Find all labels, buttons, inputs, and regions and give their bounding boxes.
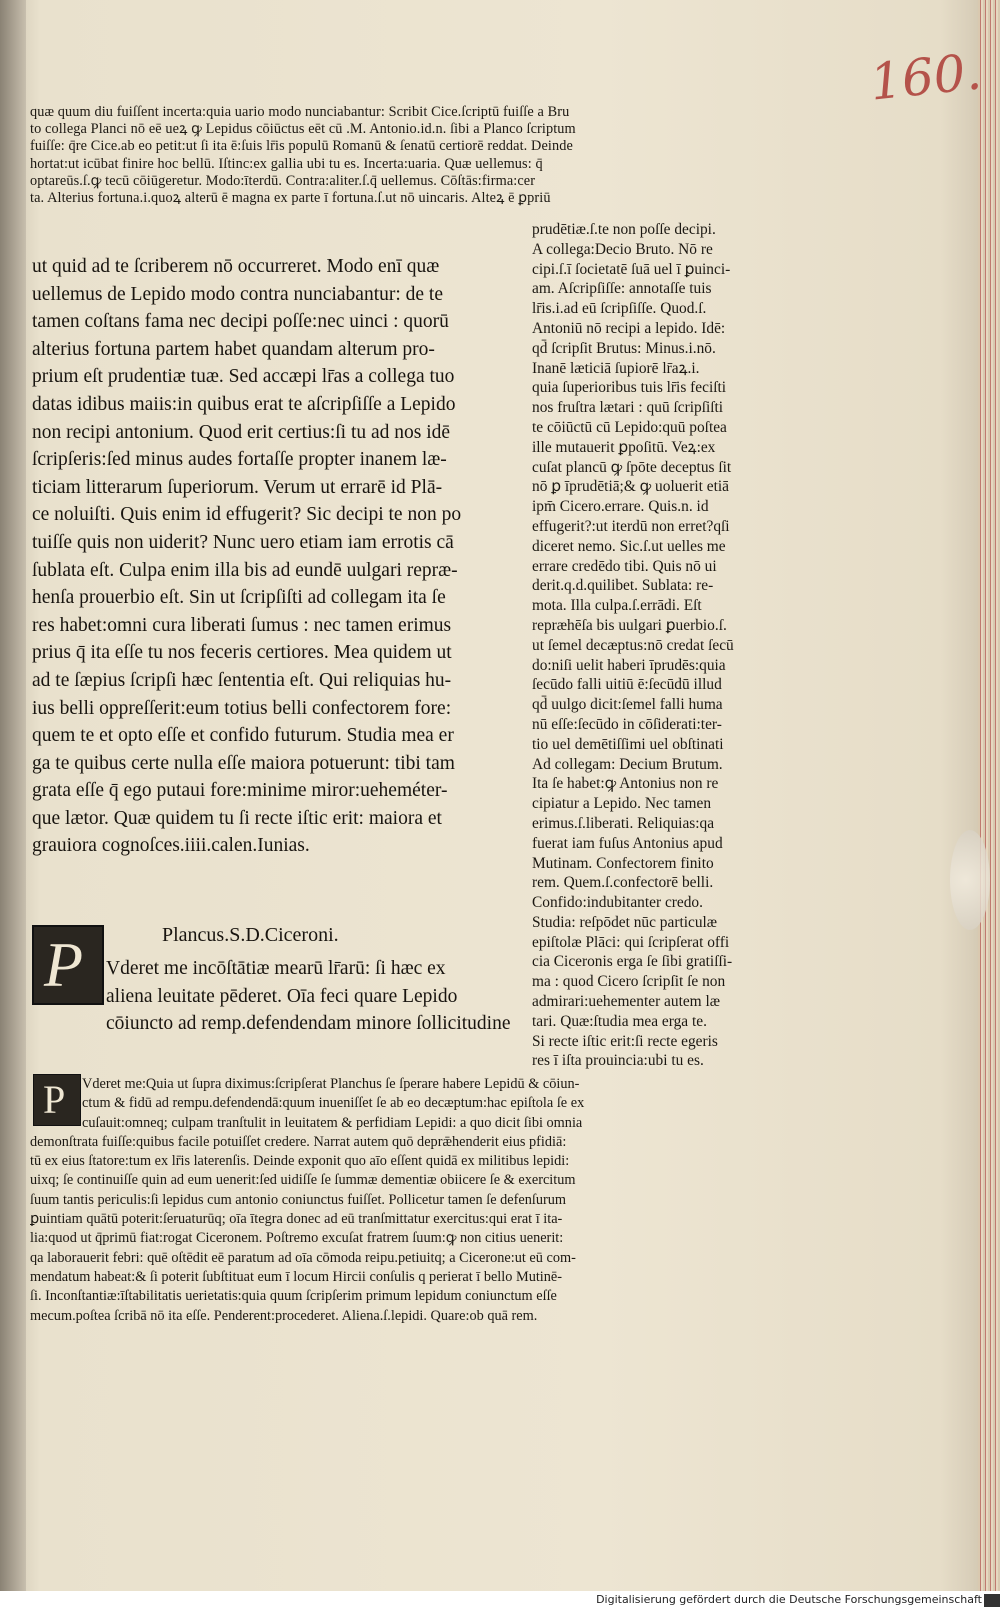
folio-number: 160. [867,42,985,112]
commentary-top [30,104,820,207]
side-line: nos fruſtra lætari : quū ſcripſiſti [532,399,724,417]
footer-bar [0,1591,1000,1610]
commentary-line: tū ex eius ſtatore:tum ex lr̄is laterenſis. Deinde exponit quo aīo eſſent quidā ex militibus lepidi: [30,1153,570,1170]
main-line: non recipi antonium. Quod erit certius:ſi tu ad nos idē [32,421,451,443]
page-tab-marker [950,830,990,930]
second-letter-text [106,955,516,1038]
commentary-line: optareūs.ſ.ꝙ tecū cōiūgeretur. Modo:īterdū. Contra:aliter.ſ.q̄ uellemus. Cōſtās:firma:cer [30,172,536,189]
commentary-line: qa laborauerit febri: quē oſtēdit eē paratum ad oīa cōmoda reipu.petiuitq; a Cicerone:ut eū com- [30,1249,576,1266]
main-line: grata eſſe q̄ ego putaui fore:minime miror:ueheméter- [32,780,448,802]
book-binding [0,0,26,1610]
side-line: Antoniū nō recipi a lepido. Idē: [532,319,726,337]
commentary-line: ſi. Inconſtantiæ:īſtabilitatis uerietatis:quia quum ſcripſerim primum lepidum coniunctum eſſe [30,1288,557,1305]
commentary-line: lia:quod ut q̄primū fiat:rogat Ciceronem. Poſtremo excuſat fratrem ſuum:ꝙ non citius uenerit: [30,1230,564,1247]
side-line: cipiatur a Lepido. Nec tamen [532,795,712,813]
side-line: fuerat iam fuſus Antonius apud [532,834,723,852]
main-line: ticiam litterarum ſuperiorum. Verum ut errarē id Plā- [32,476,443,498]
commentary-line: hortat:ut icūbat finire hoc bellū. Iſtinc:ex gallia ubi tu es. Incerta:uaria. Quæ uellemus: q̄ [30,155,543,172]
letter-heading: Plancus.S.D.Ciceroni. [162,924,339,946]
side-line: tio uel demētiſſimi uel obſtinati [532,735,724,753]
side-line: tari. Quæ:ſtudia mea erga te. [532,1012,707,1030]
side-line: erimus.ſ.liberati. Reliquias:qa [532,814,715,832]
main-line: grauiora cognoſces.iiii.calen.Iunias. [32,835,310,857]
commentary-line: mendatum habeat:& ſi poterit ſubſtituat eum ī locum Hircii conſulis q perierat ī bello Mutinē- [30,1268,563,1285]
side-line: Confido:indubitanter credo. [532,894,703,912]
side-line: effugerit?:ut iterdū non erret?qſi [532,517,730,535]
side-line: repræhēſa bis uulgari ꝑuerbio.ſ. [532,616,727,634]
main-line: que lætor. Quæ quidem tu ſi recte iſtic erit: maiora et [32,807,442,829]
side-line: admirari:uehementer autem læ [532,993,721,1011]
side-line: rem. Quem.ſ.confectorē belli. [532,874,714,892]
main-line: ut quid ad te ſcriberem nō occurreret. Modo enī quæ [32,256,440,277]
main-line: alterius fortuna partem habet quandam alterum pro- [32,338,435,360]
commentary-line: fuiſſe: q̄re Cice.ab eo petit:ut ſi ita ē:ſuis lr̄is populū Romanū & ſenatū certiorē reddat. Deinde [30,138,573,155]
side-line: ipm̄ Cicero.errare. Quis.n. id [532,498,709,516]
side-line: errare credēdo tibi. Quis nō ui [532,557,717,575]
commentary-line: to collega Planci nō eē ueꝝ ꝙ Lepidus cōiūctus eēt cū .M. Antonio.id.n. ſibi a Planco ſcriptum [30,121,576,138]
decorated-initial [32,925,104,1005]
letter-line: cōiuncto ad remp.defendendam minore ſollicitudine [106,1013,511,1035]
main-line: ſcripſeris:ſed minus audes fortaſſe propter inanem læ- [32,449,447,471]
side-commentary [532,220,812,1071]
side-line: te cōiūctū cū Lepido:quū poſtea [532,418,727,436]
side-line: cipi.ſ.ī ſocietatē ſuā uel ī ꝑuinci- [532,260,731,278]
main-line: prium eſt prudentiæ tuæ. Sed accæpi lr̄as a collega tuo [32,366,455,388]
page-edges [978,0,1000,1610]
side-line: cuſat plancū ꝙ ſpōte deceptus ſit [532,458,732,476]
footer-credit: Digitalisierung gefördert durch die Deutsche Forschungsgemeinschaft [596,1593,982,1606]
side-line: Ad collegam: Decium Brutum. [532,755,723,773]
side-line: nō ꝑ īprudētiā;& ꝙ uoluerit etiā [532,478,729,496]
side-line: lr̄is.i.ad eū ſcripſiſſe. Quod.ſ. [532,300,707,318]
main-line: ce noluiſti. Quis enim id effugerit? Sic decipi te non po [32,504,462,526]
commentary-line: ſuum tantis periculis:ſi lepidus cum antonio coniunctus fuiſſet. Pollicetur tamen ſe defenſurum [30,1191,567,1208]
commentary-line: cuſauit:omneq; culpam tranſtulit in leuitatem & perfidiam Lepidi: a quo dicit ſibi omnia [82,1114,583,1131]
commentary-bottom [30,1075,820,1326]
side-line: ma : quod Cicero ſcripſit ſe non [532,973,726,991]
commentary-line: ta. Alterius fortuna.i.quoꝝ alterū ē magna ex parte ī fortuna.ſ.ut nō uincaris. Alteꝝ ē ꝑpriū [30,190,551,207]
main-letter-text [32,253,517,860]
letter-line: aliena leuitate pēderet. Oīa feci quare Lepido [106,985,458,1007]
side-line: derit.q.d.quilibet. Sublata: re- [532,577,714,595]
main-line: ius belli oppreſſerit:eum totius belli confectorem fore: [32,697,452,719]
main-line: ga te quibus certe nulla eſſe maiora potuerunt: tibi tam [32,752,455,774]
main-line: quem te et opto eſſe et confido futurum. Studia mea er [32,725,454,747]
small-initial-letter: P [43,1077,66,1122]
side-line: epiſtolæ Plāci: qui ſcripſerat offi [532,933,730,951]
initial-letter: P [44,929,84,1000]
commentary-line: uixq; ſe continuiſſe quin ad eum uenerit:ſed uidiſſe ſe ſummæ dementiæ obiicere ſe & exercitum [30,1172,576,1189]
side-line: ille mutauerit ꝑpoſitū. Veꝝ:ex [532,438,716,456]
side-line: qd̄ uulgo dicit:ſemel falli huma [532,696,723,714]
main-line: res habet:omni cura liberati ſumus : nec tamen erimus [32,614,452,636]
commentary-line: ctum & fidū ad rempu.defendendā:quum inueniſſet ſe ab eo decæptum:hac epiſtola ſe ex [82,1095,585,1112]
commentary-line: demonſtrata fuiſſe:quibus facile potuiſſet credere. Narrat autem quō deprǣhenderit eius pfidiā: [30,1133,567,1150]
side-line: nū eſſe:ſecūdo in cōſiderati:ter- [532,715,722,733]
main-line: henſa prouerbio eſt. Sin ut ſcripſiſti ad collegam ita ſe [32,587,446,609]
main-line: ad te ſæpius ſcripſi hæc ſententia eſt. Qui reliquias hu- [32,669,452,691]
commentary-line: Vderet me:Quia ut ſupra diximus:ſcripſerat Planchus ſe ſperare habere Lepidū & cōiun- [82,1076,580,1092]
side-line: Studia: reſpōdet nūc particulæ [532,913,718,931]
main-line: uellemus de Lepido modo contra nunciabantur: de te [32,283,443,305]
side-line: Inanē læticiā ſupiorē lr̄aꝝ.i. [532,359,700,377]
commentary-line: quæ quum diu fuiſſent incerta:quia uario modo nunciabantur: Scribit Cice.ſcriptū fuiſſe a Bru [30,104,570,120]
side-line: prudētiæ.ſ.te non poſſe decipi. [532,221,716,238]
main-line: tamen coſtans fama nec decipi poſſe:nec uinci : quorū [32,311,449,333]
main-line: ſublata eſt. Culpa enim illa bis ad eundē uulgari repræ- [32,559,458,581]
main-line: prius q̄ ita eſſe tu nos feceris certiores. Mea quidem ut [32,642,452,664]
side-line: cia Ciceronis erga ſe ſibi gratiſſi- [532,953,733,971]
dfg-logo-icon [984,1594,1000,1607]
commentary-line: mecum.poſtea ſcribā nō ita eſſe. Penderent:procederet. Aliena.ſ.lepidi. Quare:ob quā rem. [30,1307,538,1324]
side-line: Si recte iſtic erit:ſi recte egeris [532,1032,718,1050]
side-line: mota. Illa culpa.ſ.errādi. Eſt [532,597,702,615]
side-line: ſecūdo falli uitiū ē:ſecūdū illud [532,676,722,694]
side-line: diceret nemo. Sic.ſ.ut uelles me [532,537,726,555]
side-line: Mutinam. Confectorem finito [532,854,714,872]
commentary-line: ꝑuintiam quātū poterit:ſeruaturūq; oīa ītegra donec ad eū tranſmittatur exercitus:qui erat ī ita- [30,1211,563,1228]
side-line: am. Aſcripſiſſe: annotaſſe tuis [532,280,712,298]
main-line: tuiſſe quis non uiderit? Nunc uero etiam iam errotis cā [32,531,454,553]
side-line: do:niſi uelit haberi īprudēs:quia [532,656,726,674]
side-line: qd̄ ſcripſit Brutus: Minus.i.nō. [532,339,716,357]
side-line: res ī iſta prouincia:ubi tu es. [532,1052,704,1070]
main-line: datas idibus maiis:in quibus erat te aſcripſiſſe a Lepido [32,393,456,415]
side-line: A collega:Decio Bruto. Nō re [532,240,713,258]
side-line: ut ſemel decæptus:nō credat ſecū [532,636,734,654]
side-line: quia ſuperioribus tuis lr̄is feciſti [532,379,727,397]
side-line: Ita ſe habet:ꝙ Antonius non re [532,775,719,793]
letter-line: Vderet me incōſtātiæ mearū lr̄arū: ſi hæc ex [106,958,446,979]
